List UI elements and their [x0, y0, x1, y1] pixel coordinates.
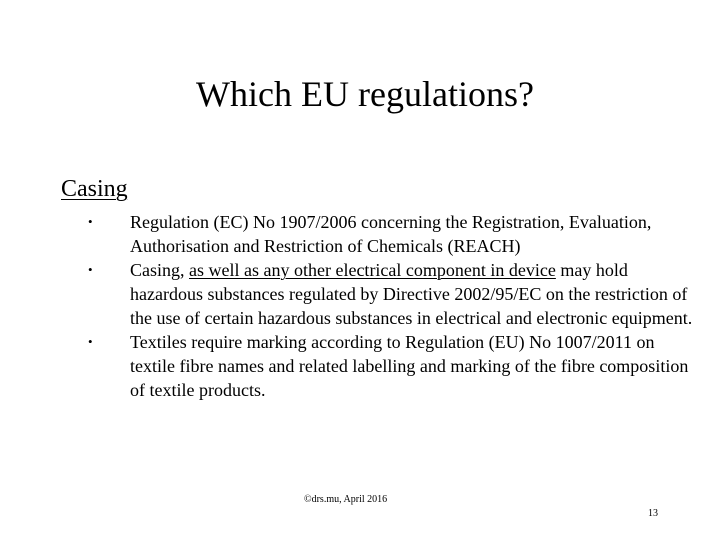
bullet-list	[88, 210, 698, 402]
slide-title: Which EU regulations?	[196, 74, 534, 114]
page-number: 13	[648, 508, 658, 519]
bullet-text: Textiles require marking according to Regulation (EU) No 1007/2011 on textile fibre names and related labelling and marking of the fibre composition of textile products.	[130, 332, 689, 400]
bullet-text-lead: Casing,	[130, 260, 190, 280]
section-heading-casing: Casing	[61, 176, 128, 202]
bullet-text-underlined: as well as any other electrical component in device	[189, 260, 556, 280]
bullet-icon: •	[88, 334, 93, 349]
bullet-icon: •	[88, 262, 93, 277]
footer-credit: ©drs.mu, April 2016	[304, 494, 388, 505]
bullet-item-reach	[88, 210, 698, 258]
bullet-icon: •	[88, 214, 93, 229]
bullet-item-casing-hazardous	[88, 258, 698, 330]
bullet-text: Regulation (EC) No 1907/2006 concerning the Registration, Evaluation, Authorisation and Restriction of Chemicals (REACH)	[130, 212, 652, 256]
bullet-text-rest: may hold hazardous substances regulated by Directive 2002/95/EC on the restriction of the use of certain hazardous substances in electrical and electronic equipment.	[130, 260, 693, 328]
bullet-item-textiles	[88, 330, 698, 402]
